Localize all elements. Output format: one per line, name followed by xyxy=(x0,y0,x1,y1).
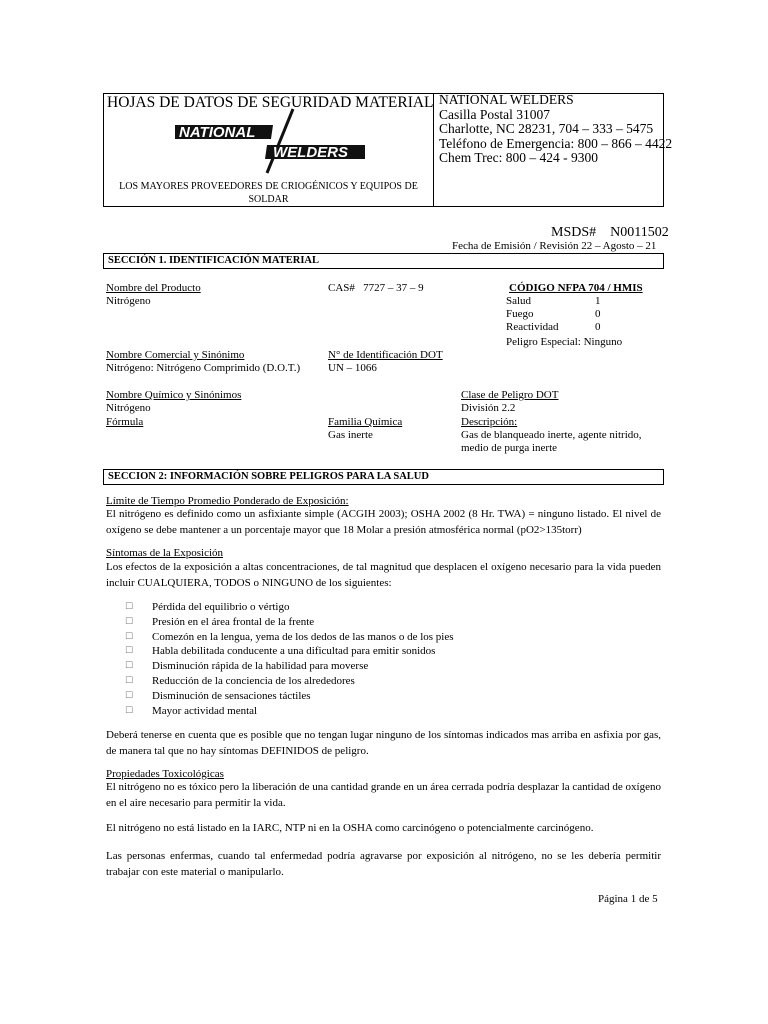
chemical-name-value: Nitrógeno xyxy=(106,402,151,414)
logo-text-welders: WELDERS xyxy=(273,144,348,161)
description-line-1: Gas de blanqueado inerte, agente nitrido, xyxy=(461,429,642,441)
bullet-box-icon: ☐ xyxy=(125,646,134,657)
nfpa-salud-label: Salud xyxy=(506,295,532,307)
national-welders-logo xyxy=(175,107,365,175)
nfpa-salud-value: 1 xyxy=(595,295,601,307)
hazard-class-label: Clase de Peligro DOT xyxy=(461,389,559,401)
company-emergency-phone: Teléfono de Emergencia: 800 – 866 – 4422 xyxy=(439,135,673,151)
section2-title: SECCION 2: INFORMACIÓN SOBRE PELIGROS PARA LA SALUD xyxy=(103,469,664,485)
product-label: Nombre del Producto xyxy=(106,282,201,294)
no-symptoms-note: Deberá tenerse en cuenta que es posible que no tengan lugar ninguno de los síntomas indicados mas arriba en asfixia por gas, de manera tal que no hay síntomas DEFINIDOS de peligro. xyxy=(106,729,661,757)
toxicology-label: Propiedades Toxicológicas xyxy=(106,768,224,780)
exposure-limit-label: Límite de Tiempo Promedio Ponderado de Exposición: xyxy=(106,495,349,507)
carcinogen-text: El nitrógeno no está listado en la IARC, NTP ni en la OSHA como carcinógeno o potencialmente carcinógeno. xyxy=(106,822,594,834)
list-item: ☐ Mayor actividad mental xyxy=(125,704,258,717)
list-item: ☐ Comezón en la lengua, yema de los dedos de las manos o de los pies xyxy=(125,630,454,643)
bullet-box-icon: ☐ xyxy=(125,690,134,701)
nfpa-fuego-label: Fuego xyxy=(506,308,534,320)
product-value: Nitrógeno xyxy=(106,295,151,307)
document-title: HOJAS DE DATOS DE SEGURIDAD MATERIAL xyxy=(107,94,434,111)
exposure-limit-text: El nitrógeno es definido como un asfixiante simple (ACGIH 2003); OSHA 2002 (8 Hr. TWA) = ninguno listado. El nivel de oxígeno se debe mantener a un porcentaje mayor que 18 Molar a presión atmosférica normal (pO2>135torr) xyxy=(106,508,661,536)
bullet-box-icon: ☐ xyxy=(125,675,134,686)
dot-id-value: UN – 1066 xyxy=(328,362,377,374)
nfpa-fuego-value: 0 xyxy=(595,308,601,320)
chemical-family-value: Gas inerte xyxy=(328,429,373,441)
msds-number: MSDS# N0011502 xyxy=(551,225,669,240)
bullet-box-icon: ☐ xyxy=(125,616,134,627)
trade-name-label: Nombre Comercial y Sinónimo xyxy=(106,349,245,361)
nfpa-title: CÓDIGO NFPA 704 / HMIS xyxy=(509,282,643,294)
toxicology-text: El nitrógeno no es tóxico pero la liberación de una cantidad grande en un área cerrada podría desplazar la cantidad de oxígeno en el aire necesario para permitir la vida. xyxy=(106,781,661,809)
dot-id-label: N° de Identificación DOT xyxy=(328,349,443,361)
bullet-box-icon: ☐ xyxy=(125,661,134,672)
list-item: ☐ Presión en el área frontal de la frente xyxy=(125,615,315,628)
tagline: LOS MAYORES PROVEEDORES DE CRIOGÉNICOS Y EQUIPOS DE SOLDAR xyxy=(119,181,418,205)
trade-name-value: Nitrógeno: Nitrógeno Comprimido (D.O.T.) xyxy=(106,362,301,374)
symptoms-intro: Los efectos de la exposición a altas concentraciones, de tal magnitud que desplacen el oxígeno necesario para la vida pueden incluir CUALQUIERA, TODOS o NINGUNO de los siguientes: xyxy=(106,561,661,589)
sick-persons-text: Las personas enfermas, cuando tal enfermedad podría agravarse por exposición al nitrógeno, no se les debería permitir trabajar con este material o manipularlo. xyxy=(106,850,661,878)
formula-label: Fórmula xyxy=(106,416,144,428)
company-info xyxy=(439,93,672,166)
page-number: Página 1 de 5 xyxy=(598,893,658,905)
bullet-box-icon: ☐ xyxy=(125,631,134,642)
list-item: ☐ Disminución rápida de la habilidad para moverse xyxy=(125,660,369,673)
nfpa-reactividad-label: Reactividad xyxy=(506,321,559,333)
bullet-box-icon: ☐ xyxy=(125,602,134,612)
chemical-family-label: Familia Química xyxy=(328,416,403,428)
hazard-class-value: División 2.2 xyxy=(461,402,516,414)
list-item: ☐ Pérdida del equilibrio o vértigo xyxy=(125,601,290,613)
company-chemtrec: Chem Trec: 800 – 424 - 9300 xyxy=(439,150,599,166)
section1-title: SECCIÓN 1. IDENTIFICACIÓN MATERIAL xyxy=(103,253,664,269)
description-label: Descripción: xyxy=(461,416,518,428)
symptoms-label: Síntomas de la Exposición xyxy=(106,547,224,559)
company-city-phone: Charlotte, NC 28231, 704 – 333 – 5475 xyxy=(439,121,654,137)
description-line-2: medio de purga inerte xyxy=(461,442,558,454)
bullet-box-icon: ☐ xyxy=(125,705,134,716)
company-name: NATIONAL WELDERS xyxy=(439,92,574,107)
symptom-list xyxy=(125,600,454,718)
list-item: ☐ Disminución de sensaciones táctiles xyxy=(125,689,311,702)
list-item: ☐ Reducción de la conciencia de los alrededores xyxy=(125,674,355,687)
nfpa-reactividad-value: 0 xyxy=(595,321,601,333)
chemical-name-label: Nombre Químico y Sinónimos xyxy=(106,389,242,401)
cas-number: CAS# 7727 – 37 – 9 xyxy=(328,282,424,294)
list-item: ☐ Habla debilitada conducente a una dificultad para emitir sonidos xyxy=(125,645,436,658)
special-hazard: Peligro Especial: Ninguno xyxy=(506,336,623,348)
msds-date: Fecha de Emisión / Revisión 22 – Agosto – 21 xyxy=(452,240,657,252)
logo-text-national: NATIONAL xyxy=(179,124,256,141)
company-address: Casilla Postal 31007 xyxy=(439,106,550,122)
